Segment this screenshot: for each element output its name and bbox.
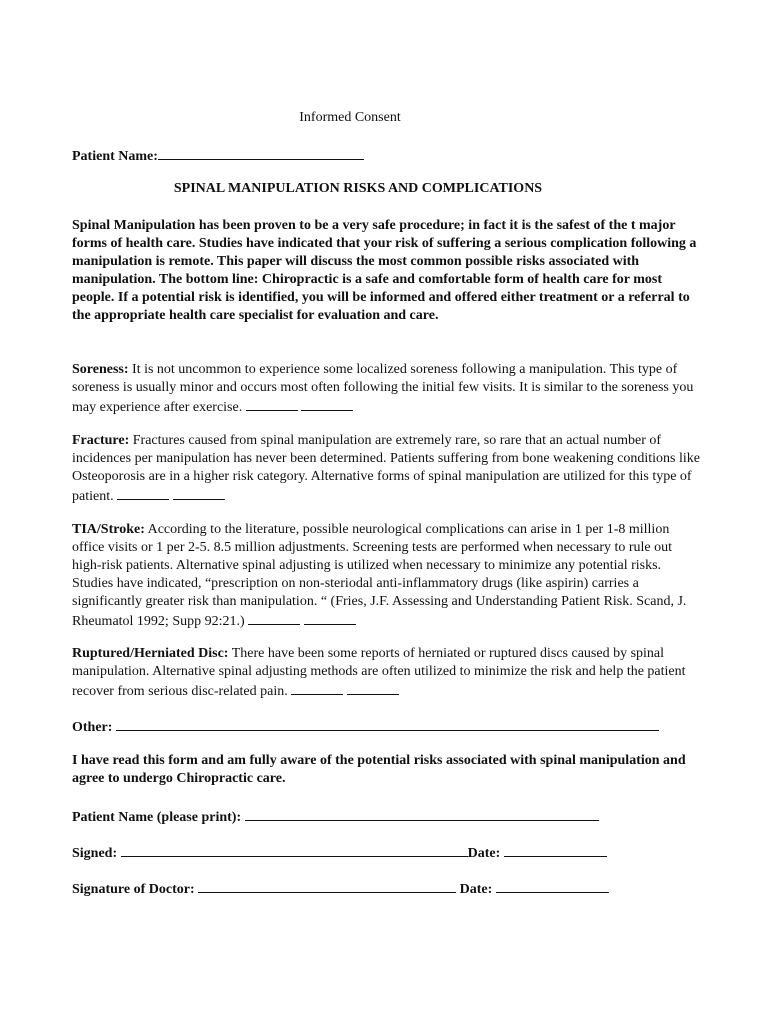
fracture-initial-line-1[interactable] [117,486,169,500]
doctor-signature-line[interactable] [198,879,456,893]
signed-label: Signed: [72,846,118,861]
doctor-date-label: Date: [459,882,493,897]
fracture-label: Fracture: [72,433,130,448]
signature-line[interactable] [121,843,468,857]
soreness-initial-line-1[interactable] [246,397,298,411]
disc-initial-line-2[interactable] [347,681,399,695]
print-name-field [72,807,599,826]
disc-text: There have been some reports of herniated or ruptured discs caused by spinal manipulation. Alternative spinal adjusting methods are often utilized to minimize the risk and help the patient recover from serious disc-related pain. [72,646,686,699]
print-name-line[interactable] [245,807,599,821]
tia-stroke-label: TIA/Stroke: [72,522,145,537]
soreness-paragraph [72,361,702,417]
tia-stroke-initial-line-2[interactable] [304,611,356,625]
other-label: Other: [72,720,113,735]
acknowledgement-text: I have read this form and am fully aware of the potential risks associated with spinal manipulation and agree to undergo Chiropractic care. [72,753,686,786]
intro-paragraph: Spinal Manipulation has been proven to be a very safe procedure; in fact it is the safest of the t major forms of health care. Studies have indicated that your risk of suffering a serious complication following a manipulation is remote. This paper will discuss the most common possible risks associated with manipulation. The bottom line: Chiropractic is a safe and comfortable form of health care for most people. If a potential risk is identified, you will be informed and offered either treatment or a referral to the appropriate health care specialist for evaluation and care. [72,218,697,323]
patient-name-field [72,146,364,165]
doctor-signature-field [72,879,609,898]
patient-name-line[interactable] [158,146,364,160]
doctor-date-line[interactable] [496,879,609,893]
fracture-text: Fractures caused from spinal manipulation are extremely rare, so rare that an actual number of incidences per manipulation has never been determined. Patients suffering from bone weakening conditions like Osteoporosis are in a higher risk category. Alternative forms of spinal manipulation are utilized for this type of patient. [72,433,700,504]
fracture-initial-line-2[interactable] [173,486,225,500]
signed-field [72,843,607,862]
disc-paragraph [72,645,702,701]
doctor-signature-label: Signature of Doctor: [72,882,195,897]
soreness-label: Soreness: [72,362,129,377]
signed-date-label: Date: [467,846,501,861]
section-heading: SPINAL MANIPULATION RISKS AND COMPLICATIONS [173,181,543,196]
disc-initial-line-1[interactable] [291,681,343,695]
tia-stroke-paragraph [72,521,702,631]
print-name-label: Patient Name (please print): [72,810,242,825]
other-line[interactable] [116,717,659,731]
signed-date-line[interactable] [504,843,607,857]
soreness-text: It is not uncommon to experience some localized soreness following a manipulation. This type of soreness is usually minor and occurs most often following the initial few visits. It is similar to the soreness you may experience after exercise. [72,362,694,415]
disc-label: Ruptured/Herniated Disc: [72,646,229,661]
patient-name-label: Patient Name: [72,149,158,164]
document-title: Informed Consent [299,110,401,125]
tia-stroke-initial-line-1[interactable] [248,611,300,625]
other-field [72,717,659,736]
tia-stroke-text: According to the literature, possible neurological complications can arise in 1 per 1-8 million office visits or 1 per 2-5. 8.5 million adjustments. Screening tests are performed when necessary to rule out high-risk patients. Alternative spinal adjusting is utilized when necessary to minimize any potential risks. Studies have indicated, “prescription on non-steriodal anti-inflammatory drugs (like aspirin) carries a significantly greater risk than manipulation. “ (Fries, J.F. Assessing and Understanding Patient Risk. Scand, J. Rheumatol 1992; Supp 92:21.) [72,522,687,629]
fracture-paragraph [72,432,702,506]
soreness-initial-line-2[interactable] [301,397,353,411]
